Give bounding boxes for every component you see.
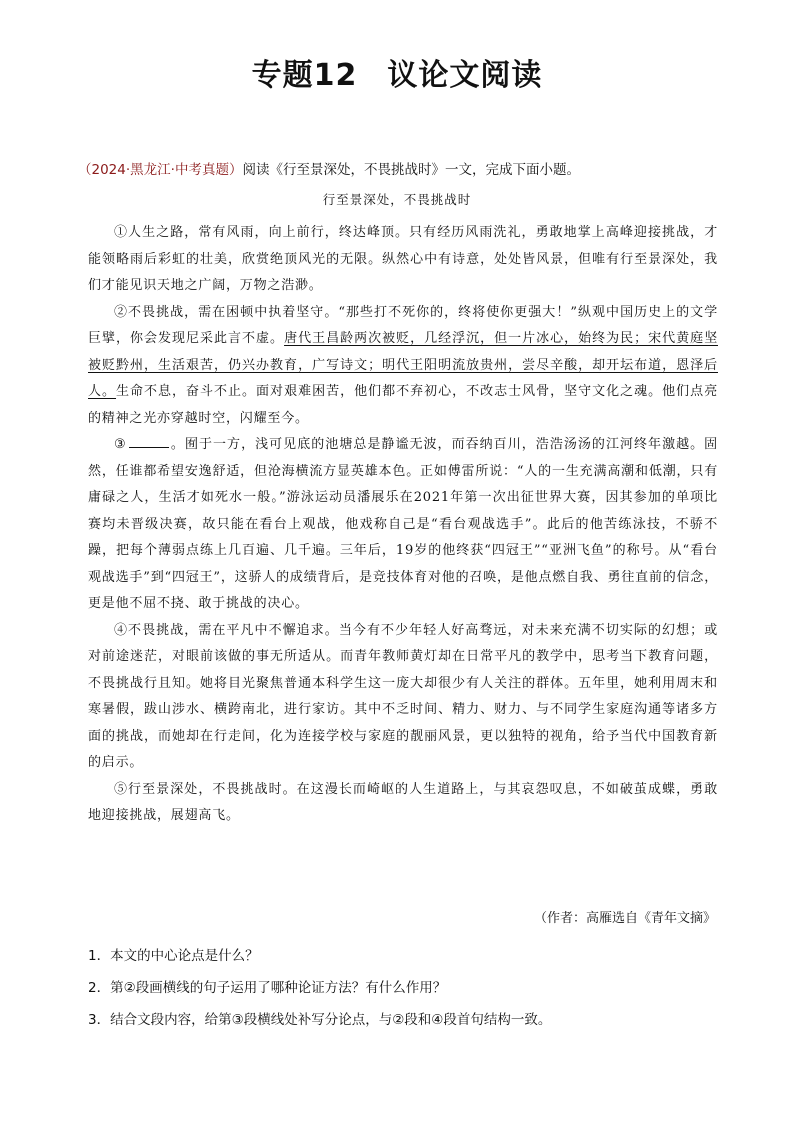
paragraph-5: ⑤行至景深处，不畏挑战时。在这漫长而崎岖的人生道路上，与其哀怨叹息，不如破茧成蝶，勇敢地迎接挑战，展翅高飞。: [88, 781, 718, 823]
article-body: [88, 220, 718, 830]
article-title: 行至景深处，不畏挑战时: [322, 192, 472, 207]
article-author: （作者：高雁选自《青年文摘》: [533, 911, 716, 926]
underlined-sentence: 唐代王昌龄两次被贬，几经浮沉，但一片冰心，始终为民；宋代黄庭坚被贬黔州，生活艰苦，仍兴办教育，广写诗文；明代王阳明流放贵州，尝尽辛酸，却开坛布道，恩泽后人。: [88, 331, 718, 399]
paragraph-2: [88, 300, 718, 433]
paragraph-3-number: ③: [114, 437, 127, 452]
title-topic-name: 议论文阅读: [387, 58, 543, 93]
exam-source: （2024·黑龙江·中考真题）: [78, 162, 243, 178]
intro-instruction: 阅读《行至景深处，不畏挑战时》一文，完成下面小题。: [242, 162, 580, 178]
paragraph-3: [88, 432, 718, 618]
question-2: 2．第②段画横线的句子运用了哪种论证方法？有什么作用？: [88, 980, 447, 996]
paragraph-3-text: 。囿于一方，浅可见底的池塘总是静谧无波，而吞纳百川，浩浩汤汤的江河终年激越。固然，任谁都希望安逸舒适，但沧海横流方显英雄本色。正如傅雷所说：“人的一生充满高潮和低潮，只有庸碌之人，生活才如死水一般。”游泳运动员潘展乐在2021年第一次出征世界大赛，因其参加的单项比赛均未晋级决赛，故只能在看台上观战，他戏称自己是“看台观战选手”。此后的他苦练泳技，不骄不躁，把每个薄弱点练上几百遍、几千遍。三年后，19岁的他终获“四冠王”“亚洲飞鱼”的称号。从“看台观战选手”到“四冠王”，这骄人的成绩背后，是竞技体育对他的召唤，是他点燃自我、勇往直前的信念，更是他不屈不挠、敢于挑战的决心。: [88, 437, 718, 611]
question-intro: [78, 160, 728, 180]
question-1: 1．本文的中心论点是什么？: [88, 948, 259, 964]
paragraph-4: ④不畏挑战，需在平凡中不懈追求。当今有不少年轻人好高骛远，对未来充满不切实际的幻想；或对前途迷茫，对眼前该做的事无所适从。而青年教师黄灯却在日常平凡的教学中，思考当下教育问题，不畏挑战行且知。她将目光聚焦普通本科学生这一庞大却很少有人关注的群体。五年里，她利用周末和寒暑假，跋山涉水、横跨南北，进行家访。其中不乏时间、精力、财力、与不同学生家庭沟通等诸多方面的挑战，而她却在行走间，化为连接学校与家庭的靓丽风景，更以独特的视角，给予当代中国教育新的启示。: [88, 622, 718, 770]
page-title: [0, 50, 794, 94]
paragraph-2-lead: ②不畏挑战，需在困顿中执着坚守。“那些打不死你的，终将使你更强大！”纵观中国历史上的文学巨擘，你会发现尼采此言不虚。: [88, 304, 718, 346]
question-3: 3．结合文段内容，给第③段横线处补写分论点，与②段和④段首句结构一致。: [88, 1012, 552, 1028]
paragraph-2-tail: 生命不息，奋斗不止。面对艰难困苦，他们都不弃初心，不改志士风骨，坚守文化之魂。他们点亮的精神之光亦穿越时空，闪耀至今。: [88, 384, 718, 426]
paragraph-1: ①人生之路，常有风雨，向上前行，终达峰顶。只有经历风雨洗礼，勇敢地掌上高峰迎接挑战，才能领略雨后彩虹的壮美，欣赏绝顶风光的无限。纵然心中有诗意，处处皆风景，但唯有行至景深处，我们才能见识天地之广阔，万物之浩渺。: [88, 225, 718, 293]
question-list: [88, 940, 728, 1036]
title-topic-number: 专题12: [251, 58, 358, 93]
answer-blank[interactable]: [129, 433, 169, 448]
